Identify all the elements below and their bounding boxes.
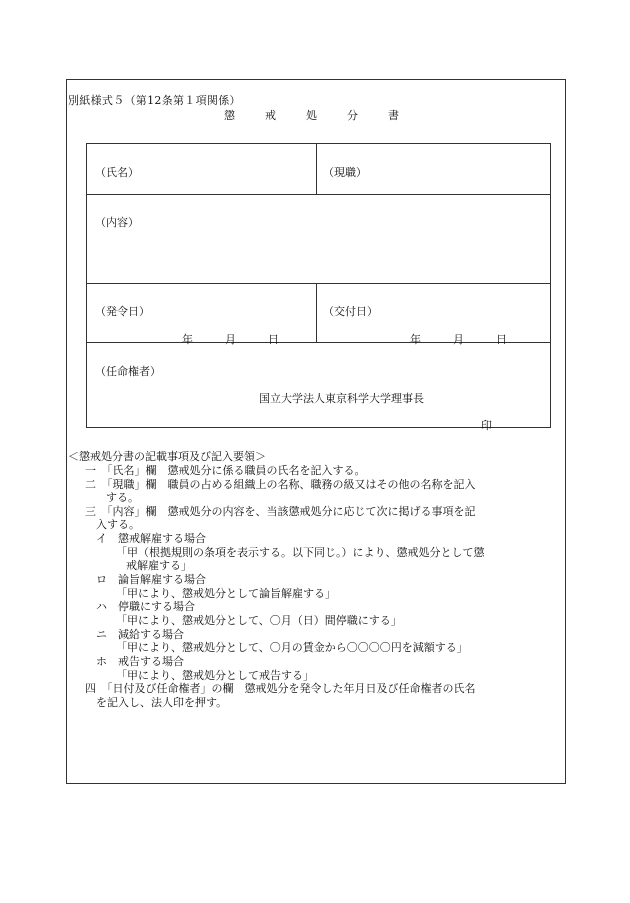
row-divider <box>87 283 550 284</box>
instruction-line: を記入し、法人印を押す。 <box>96 696 228 709</box>
document-title <box>224 110 399 121</box>
delivery-date-label: （交付日） <box>323 305 378 318</box>
instruction-line: 一 「氏名」欄 懲戒処分に係る職員の氏名を記入する。 <box>85 464 366 477</box>
issue-date-fields <box>182 331 279 347</box>
instruction-line: イ 懲戒解雇する場合 <box>96 532 206 545</box>
instruction-line: 三 「内容」欄 懲戒処分の内容を、当該懲戒処分に応じて次に掲げる事項を記 <box>85 505 476 518</box>
form-number: 別紙様式５（第12条第１項関係） <box>68 94 241 107</box>
instruction-line: 「甲により、懲戒処分として、〇月の賃金から〇〇〇〇円を減額する」 <box>116 641 468 654</box>
title-char: 書 <box>388 109 399 122</box>
month-unit: 月 <box>225 333 236 346</box>
title-char: 分 <box>347 109 358 122</box>
year-unit: 年 <box>182 333 193 346</box>
day-unit: 日 <box>268 333 279 346</box>
column-divider <box>316 144 317 194</box>
instruction-line: 入する。 <box>96 518 140 531</box>
row-divider <box>87 194 550 195</box>
title-char: 懲 <box>224 109 235 122</box>
instructions-heading: ＜懲戒処分書の記載事項及び記入要領＞ <box>68 450 266 463</box>
disciplinary-form-table <box>86 143 551 432</box>
column-divider <box>316 283 317 342</box>
instruction-line: 「甲（根拠規則の条項を表示する。以下同じ。）により、懲戒処分として懲 <box>116 546 485 559</box>
instruction-line: 二 「現職」欄 職員の占める組織上の名称、職務の級又はその他の名称を記入 <box>85 478 476 491</box>
instruction-line: 「甲により、懲戒処分として論旨解雇する」 <box>116 587 336 600</box>
month-unit: 月 <box>453 333 464 346</box>
instruction-line: ニ 減給する場合 <box>96 628 184 641</box>
instruction-line: する。 <box>106 491 139 504</box>
seal-mark: 印 <box>481 419 492 432</box>
delivery-date-fields <box>410 331 507 347</box>
instruction-line: ロ 論旨解雇する場合 <box>96 573 206 586</box>
instruction-line: 「甲により、懲戒処分として戒告する」 <box>116 669 314 682</box>
title-char: 戒 <box>265 109 276 122</box>
instruction-line: ハ 停職にする場合 <box>96 600 195 613</box>
content-label: （内容） <box>95 216 139 229</box>
instruction-line: 「甲により、懲戒処分として、〇月（日）間停職にする」 <box>116 614 402 627</box>
instruction-line: 戒解雇する」 <box>126 559 192 572</box>
position-label: （現職） <box>323 166 367 179</box>
year-unit: 年 <box>410 333 421 346</box>
title-char: 処 <box>306 109 317 122</box>
authority-name: 国立大学法人東京科学大学理事長 <box>259 392 424 405</box>
authority-label: （任命権者） <box>95 365 161 378</box>
day-unit: 日 <box>496 333 507 346</box>
issue-date-label: （発令日） <box>95 305 150 318</box>
instruction-line: ホ 戒告する場合 <box>96 655 184 668</box>
instruction-line: 四 「日付及び任命権者」の欄 懲戒処分を発令した年月日及び任命権者の氏名 <box>85 682 476 695</box>
name-label: （氏名） <box>95 166 139 179</box>
